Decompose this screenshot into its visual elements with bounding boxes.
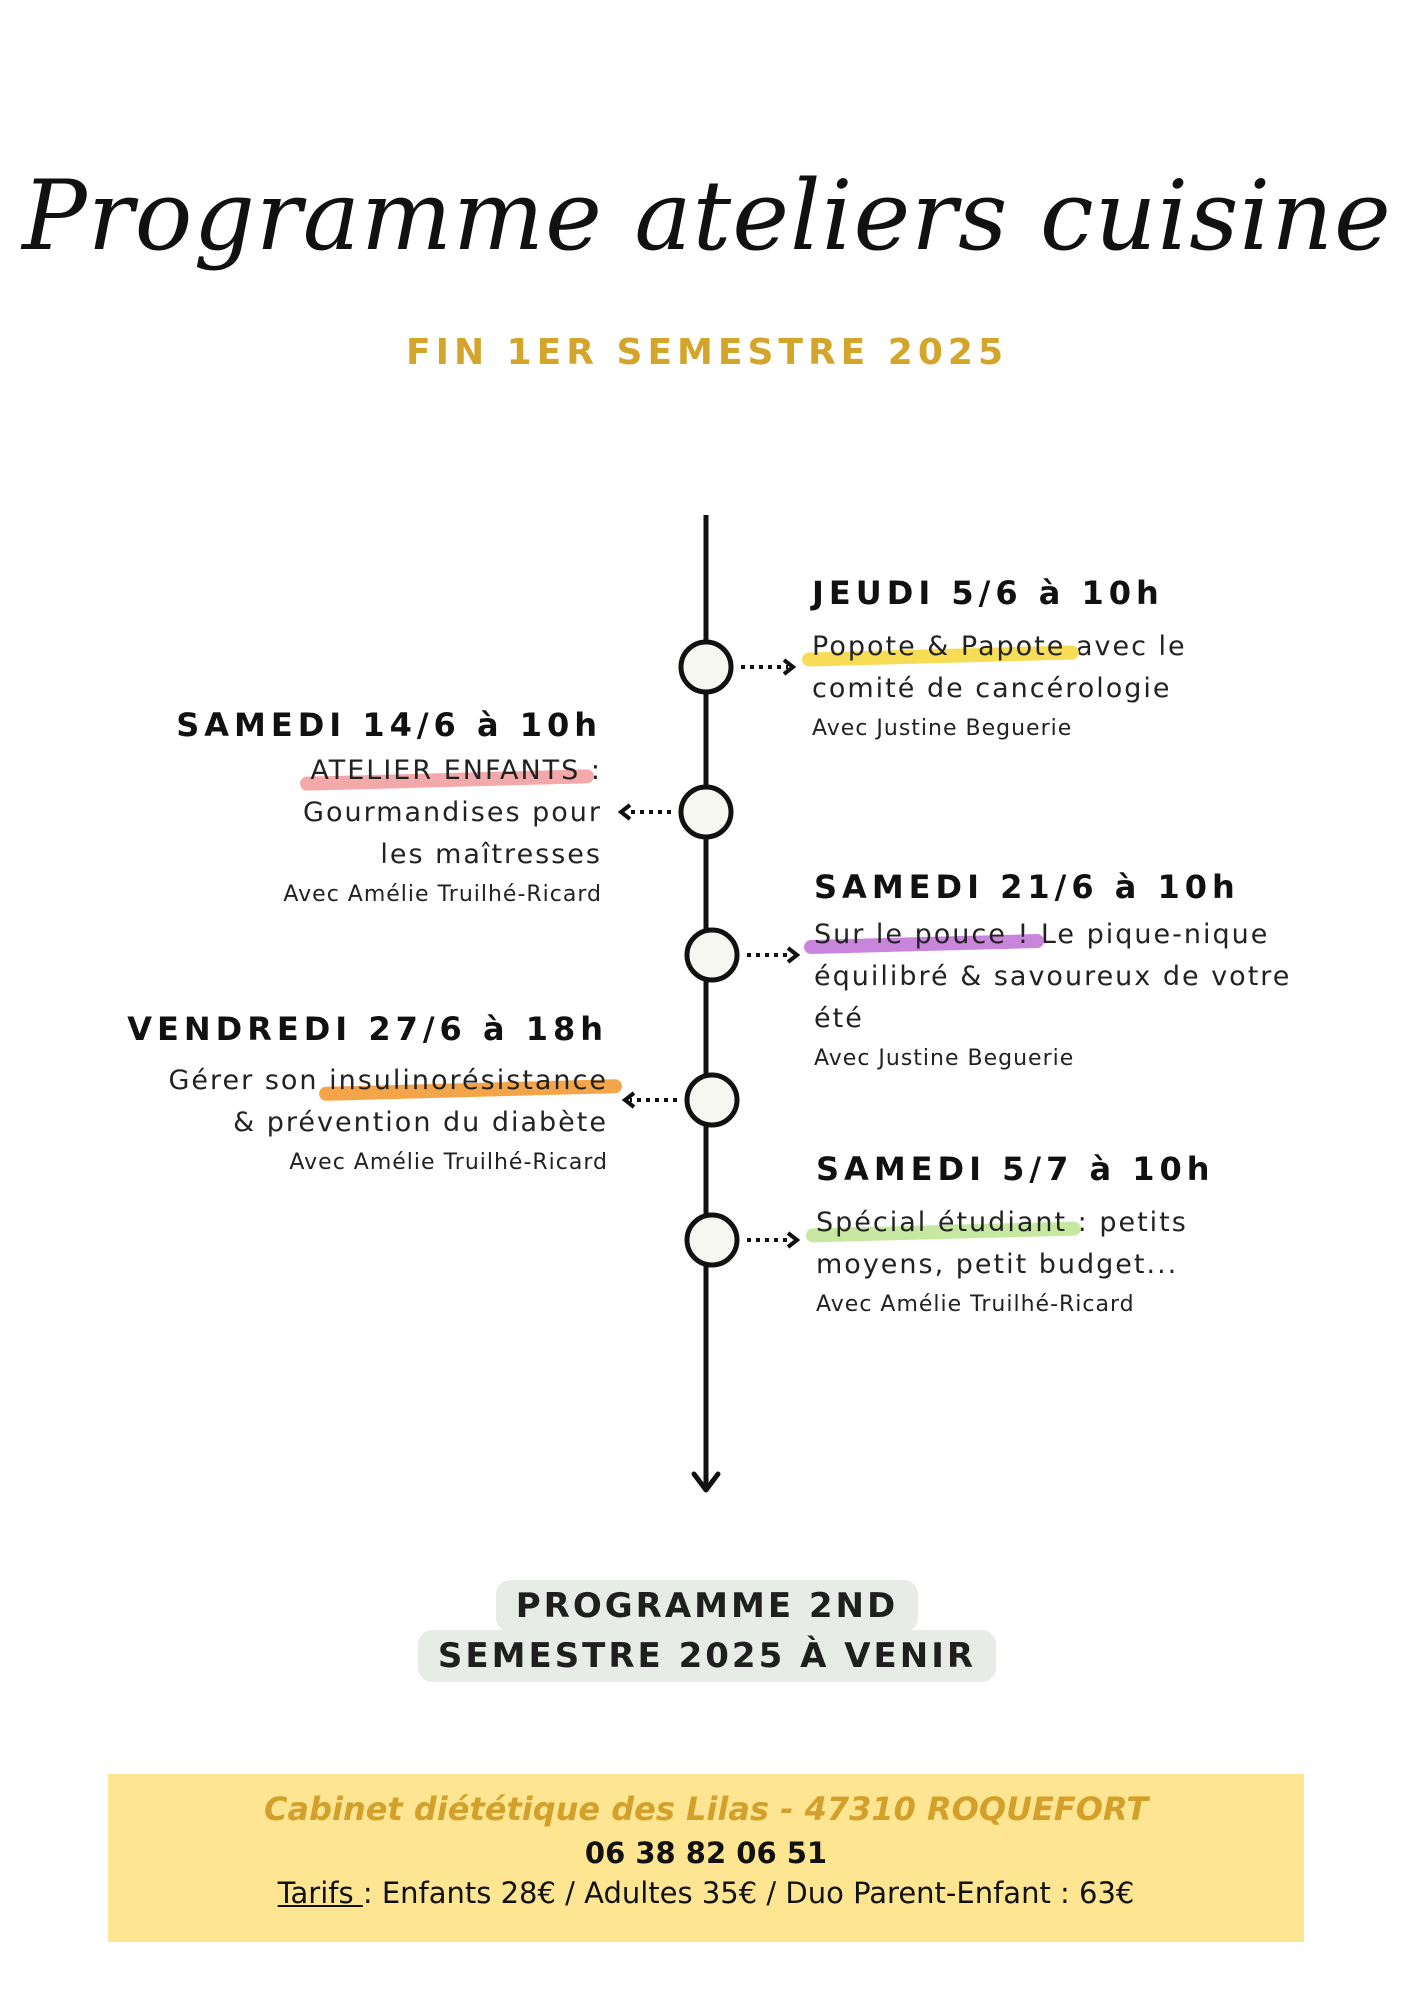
event-date: SAMEDI 14/6 à 10h — [176, 706, 602, 744]
node-jeudi — [681, 642, 793, 692]
next-program-line2 — [0, 1630, 1414, 1682]
next-program-pill-1: PROGRAMME 2ND — [496, 1580, 918, 1632]
highlight: Sur le pouce ! — [814, 919, 1031, 950]
event-description — [814, 914, 1314, 1040]
cabinet-name: Cabinet diététique des Lilas - 47310 ROQUEFORT — [263, 1790, 1149, 1828]
tarifs-label: Tarifs — [277, 1876, 363, 1910]
node-vendredi — [625, 1075, 737, 1125]
event-vendredi — [108, 1010, 608, 1175]
event-description — [110, 750, 602, 876]
event-host: Avec Amélie Truilhé-Ricard — [283, 882, 602, 907]
tarifs-text: : Enfants 28€ / Adultes 35€ / Duo Parent-Enfant : 63€ — [362, 1876, 1135, 1910]
event-date: SAMEDI 21/6 à 10h — [814, 868, 1240, 906]
highlight: insulinorésistance — [329, 1065, 608, 1096]
highlight: Popote & Papote — [812, 631, 1066, 662]
next-program-line1 — [0, 1580, 1414, 1632]
event-description-rest: : Gourmandises pour les maîtresses — [303, 755, 602, 870]
event-host: Avec Amélie Truilhé-Ricard — [816, 1292, 1135, 1317]
page-subtitle: FIN 1ER SEMESTRE 2025 — [405, 332, 1008, 373]
event-host: Avec Amélie Truilhé-Ricard — [289, 1150, 608, 1175]
page-title: Programme ateliers cuisine — [22, 160, 1392, 272]
node-samedi-21 — [687, 930, 797, 980]
event-date: SAMEDI 5/7 à 10h — [816, 1150, 1215, 1188]
event-date: VENDREDI 27/6 à 18h — [127, 1010, 608, 1048]
highlight: ATELIER ENFANTS — [310, 755, 581, 786]
event-description-rest: avec le comité de cancérologie — [812, 631, 1187, 704]
event-description-rest: & prévention du diabète — [233, 1107, 608, 1138]
event-description — [816, 1202, 1256, 1286]
event-jeudi — [812, 574, 1292, 741]
event-host: Avec Justine Beguerie — [812, 716, 1073, 741]
next-program-pill-2: SEMESTRE 2025 À VENIR — [418, 1630, 996, 1682]
highlight: Spécial étudiant — [816, 1207, 1068, 1238]
tarifs — [108, 1876, 1304, 1910]
footer-info — [108, 1774, 1304, 1942]
event-description-rest: : petits moyens, petit budget... — [816, 1207, 1188, 1280]
event-samedi-5 — [816, 1150, 1256, 1317]
event-date: JEUDI 5/6 à 10h — [812, 574, 1164, 612]
event-samedi-21 — [814, 868, 1314, 1071]
event-description-pre: Gérer son — [168, 1065, 330, 1096]
event-description-rest: Le pique-nique équilibré & savoureux de votre été — [814, 919, 1292, 1034]
event-host: Avec Justine Beguerie — [814, 1046, 1075, 1071]
phone-number: 06 38 82 06 51 — [584, 1836, 828, 1870]
node-samedi-5 — [687, 1215, 797, 1265]
event-description — [812, 626, 1292, 710]
event-description — [108, 1060, 608, 1144]
node-samedi-14 — [621, 787, 731, 837]
event-samedi-14 — [110, 706, 602, 907]
